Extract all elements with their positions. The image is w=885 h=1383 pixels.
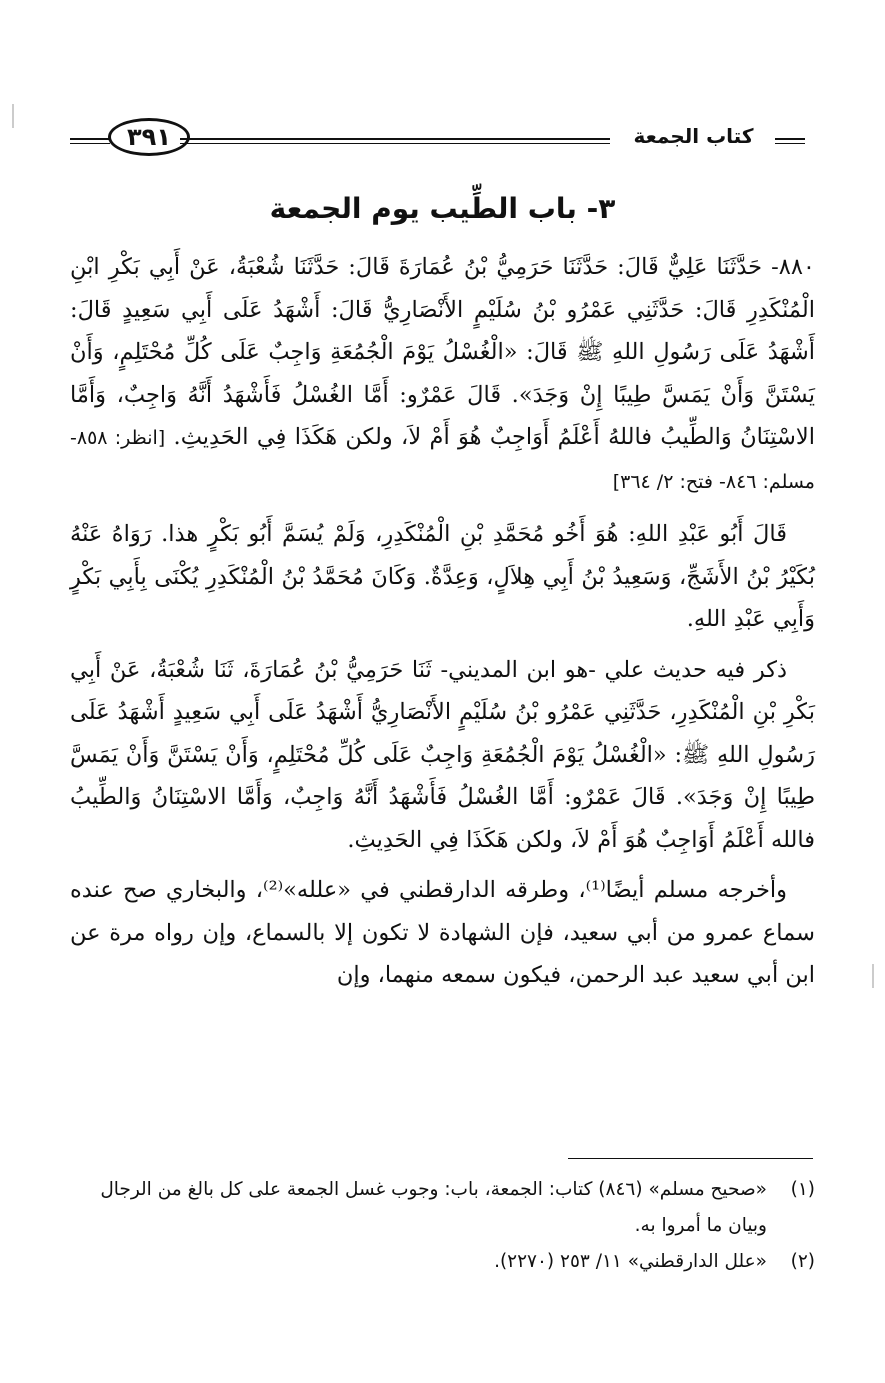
chapter-title: ٣- باب الطِّيب يوم الجمعة xyxy=(269,192,616,225)
page-header xyxy=(70,118,810,162)
commentary-paragraph: قَالَ أَبُو عَبْدِ اللهِ: هُوَ أَخُو مُحَمَّدِ بْنِ الْمُنْكَدِرِ، وَلَمْ يُسَمَّ أَبُو بَكْرٍ هذا. رَوَاهُ عَنْهُ بُكَيْرُ بْنُ الأَشَجِّ، وَسَعِيدُ بْنُ أَبِي هِلاَلٍ، وَعِدَّةٌ. وَكَانَ مُحَمَّدُ بْنُ الْمُنْكَدِرِ يُكْنَى بِأَبِي بَكْرٍ وَأَبِي عَبْدِ اللهِ. xyxy=(70,521,815,632)
footnote-number: (٢) xyxy=(790,1251,815,1272)
running-title: كتاب الجمعة xyxy=(633,124,754,148)
header-rule xyxy=(70,138,110,144)
scan-edge-mark xyxy=(872,964,874,988)
footnote-separator xyxy=(568,1158,813,1159)
footnote xyxy=(70,1172,815,1244)
footnote-text: «صحيح مسلم» (٨٤٦) كتاب: الجمعة، باب: وجوب غسل الجمعة على كل بالغ من الرجال وبيان ما أمروا به. xyxy=(100,1179,767,1236)
body-text xyxy=(70,246,815,1005)
header-rule xyxy=(180,138,610,144)
footnotes xyxy=(70,1172,815,1280)
hadith-text: ٨٨٠- حَدَّثَنَا عَلِيٌّ قَالَ: حَدَّثَنَا حَرَمِيُّ بْنُ عُمَارَةَ قَالَ: حَدَّثَنَا شُعْبَةُ، عَنْ أَبِي بَكْرِ ابْنِ الْمُنْكَدِرِ قَالَ: حَدَّثَنِي عَمْرُو بْنُ سُلَيْمٍ الأَنْصَارِيُّ قَالَ: أَشْهَدُ عَلَى أَبِي سَعِيدٍ قَالَ: أَشْهَدُ عَلَى رَسُولِ اللهِ ﷺ قَالَ: «الْغُسْلُ يَوْمَ الْجُمُعَةِ وَاجِبٌ عَلَى كُلِّ مُحْتَلِمٍ، وَأَنْ يَسْتَنَّ وَأَنْ يَمَسَّ طِيبًا إِنْ وَجَدَ». قَالَ عَمْرٌو: أَمَّا الغُسْلُ فَأَشْهَدُ أَنَّهُ وَاجِبٌ، وَأَمَّا الاسْتِنَانُ وَالطِّيبُ فاللهُ أَعْلَمُ أَوَاجِبٌ هُوَ أَمْ لاَ، ولكن هَكَذَا فِي الحَدِيثِ. xyxy=(70,254,815,450)
footnote-number: (١) xyxy=(790,1179,815,1200)
footnote xyxy=(70,1244,815,1280)
hadith-reference: [انظر: ٨٥٨- مسلم: ٨٤٦- فتح: ٢/ ٣٦٤] xyxy=(70,427,815,493)
header-rule xyxy=(775,138,805,144)
footnote-text: «علل الدارقطني» ١١/ ٢٥٣ (٢٢٧٠). xyxy=(494,1251,767,1272)
commentary-paragraph: ذكر فيه حديث علي -هو ابن المديني- ثَنَا حَرَمِيُّ بْنُ عُمَارَةَ، ثَنَا شُعْبَةُ، عَنْ أَبِي بَكْرِ بْنِ الْمُنْكَدِرِ، حَدَّثَنِي عَمْرُو بْنُ سُلَيْمٍ الأَنْصَارِيُّ أَشْهَدُ عَلَى أَبِي سَعِيدٍ أَشْهَدُ عَلَى رَسُولِ اللهِ ﷺ: «الْغُسْلُ يَوْمَ الْجُمُعَةِ وَاجِبٌ عَلَى كُلِّ مُحْتَلِمٍ، وَأَنْ يَسْتَنَّ وَأَنْ يَمَسَّ طِيبًا إِنْ وَجَدَ». قَالَ عَمْرٌو: أَمَّا الغُسْلُ فَأَشْهَدُ أَنَّهُ وَاجِبٌ، وَأَمَّا الاسْتِنَانُ وَالطِّيبُ فالله أَعْلَمُ أَوَاجِبٌ هُوَ أَمْ لاَ، ولكن هَكَذَا فِي الحَدِيثِ. xyxy=(70,656,815,853)
hadith-paragraph xyxy=(70,246,815,503)
scan-edge-mark xyxy=(12,104,14,128)
page-number: ٣٩١ xyxy=(108,118,190,156)
commentary-paragraph: وأخرجه مسلم أيضًا⁽¹⁾، وطرقه الدارقطني في «علله»⁽²⁾، والبخاري صح عنده سماع عمرو من أبي سعيد، فإن الشهادة لا تكون إلا بالسماع، وإن رواه مرة عن ابن أبي سعيد عبد الرحمن، فيكون سمعه منهما، وإن xyxy=(70,877,815,988)
